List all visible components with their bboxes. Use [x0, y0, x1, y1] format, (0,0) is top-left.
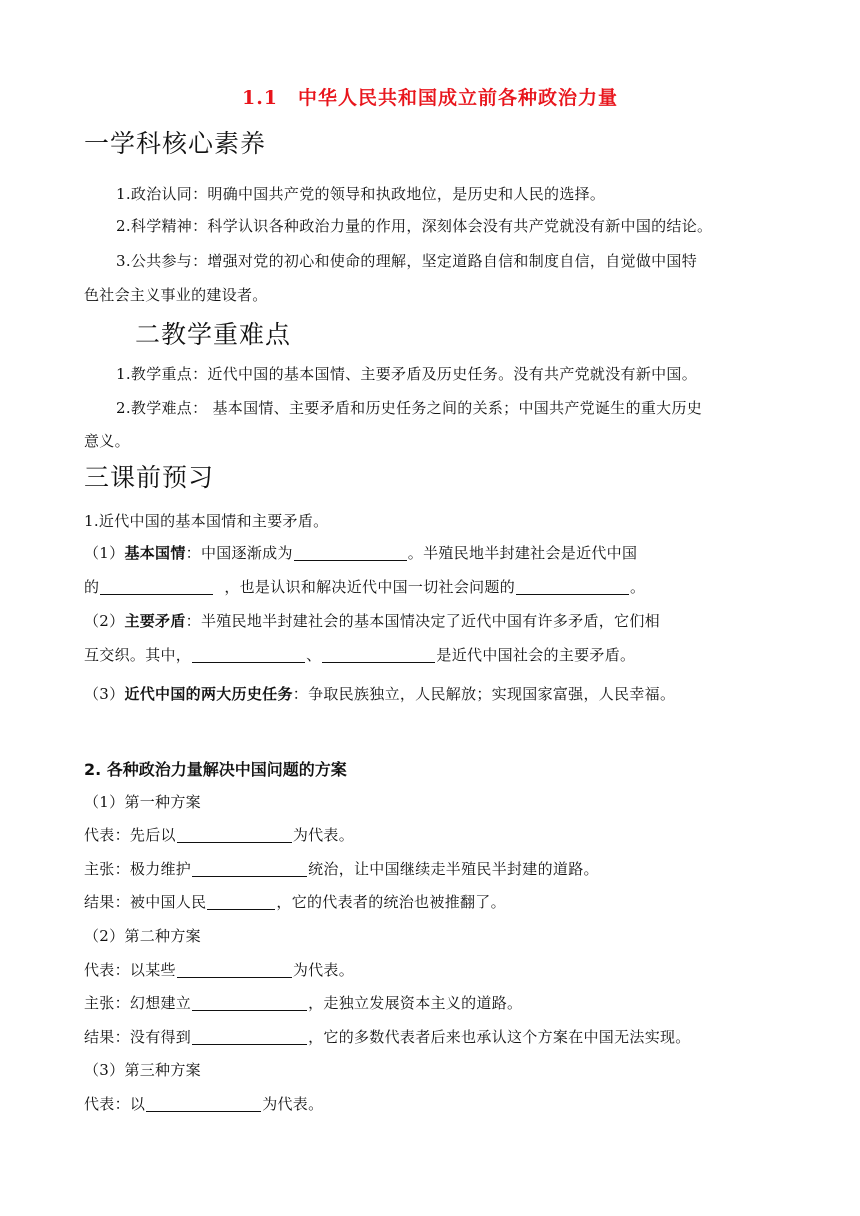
- paragraph: 意义。: [84, 432, 130, 450]
- text: 代表：以: [84, 1095, 146, 1113]
- text: ：中国逐渐成为: [185, 544, 293, 562]
- plan-line: [84, 1093, 323, 1114]
- page-title: 1.1 中华人民共和国成立前各种政治力量: [241, 87, 619, 109]
- plan-line: [84, 1026, 691, 1047]
- text: 结果：没有得到: [84, 1028, 192, 1046]
- text: 互交织。其中，: [84, 646, 192, 664]
- fill-in-blank[interactable]: [177, 825, 292, 843]
- text: 主张：极力维护: [84, 860, 192, 878]
- paragraph: 色社会主义事业的建设者。: [84, 286, 268, 304]
- fill-in-blank[interactable]: [207, 892, 275, 910]
- section-heading-key-points: 二教学重难点: [135, 320, 292, 349]
- paragraph: 3.公共参与：增强对党的初心和使命的理解，坚定道路自信和制度自信，自觉做中国特: [116, 252, 698, 270]
- question-line: [84, 644, 635, 665]
- text: 的: [84, 578, 100, 596]
- paragraph: 2.教学难点： 基本国情、主要矛盾和历史任务之间的关系；中国共产党诞生的重大历史: [116, 399, 703, 417]
- plan-label: （1）第一种方案: [84, 793, 201, 811]
- section-heading-preview: 三课前预习: [84, 463, 215, 492]
- text: 结果：被中国人民: [84, 893, 207, 911]
- bold-term: 基本国情: [124, 544, 186, 562]
- text: 统治，让中国继续走半殖民半封建的道路。: [308, 860, 599, 878]
- plan-line: [84, 824, 354, 845]
- plan-label: （2）第二种方案: [84, 927, 201, 945]
- text: ：争取民族独立，人民解放；实现国家富强，人民幸福。: [292, 685, 676, 703]
- fill-in-blank[interactable]: [192, 645, 305, 663]
- text: 为代表。: [292, 961, 355, 979]
- bold-term: 近代中国的两大历史任务: [124, 685, 293, 703]
- question-line: [84, 683, 675, 704]
- plan-line: [84, 858, 599, 879]
- bold-term: 主要矛盾: [124, 612, 186, 630]
- text: ，它的代表者的统治也被推翻了。: [276, 893, 506, 911]
- plan-line: [84, 891, 506, 912]
- text: 为代表。: [262, 1095, 324, 1113]
- plan-label: （3）第三种方案: [84, 1061, 201, 1079]
- section-heading-core-literacy: 一学科核心素养: [84, 129, 267, 158]
- paragraph: 2.科学精神：科学认识各种政治力量的作用，深刻体会没有共产党就没有新中国的结论。: [116, 217, 713, 235]
- fill-in-blank[interactable]: [192, 1027, 307, 1045]
- paragraph: 1.教学重点：近代中国的基本国情、主要矛盾及历史任务。没有共产党就没有新中国。: [116, 365, 698, 383]
- fill-in-blank[interactable]: [177, 960, 292, 978]
- paragraph: 1.政治认同：明确中国共产党的领导和执政地位，是历史和人民的选择。: [116, 185, 606, 203]
- fill-in-blank[interactable]: [322, 645, 435, 663]
- fill-in-blank[interactable]: [294, 543, 407, 561]
- question-line: [84, 542, 637, 563]
- question-title: 1.近代中国的基本国情和主要矛盾。: [84, 512, 329, 530]
- text: 。: [630, 578, 646, 596]
- text: ：半殖民地半封建社会的基本国情决定了近代中国有许多矛盾，它们相: [185, 612, 660, 630]
- fill-in-blank[interactable]: [146, 1094, 261, 1112]
- text: ，它的多数代表者后来也承认这个方案在中国无法实现。: [308, 1028, 691, 1046]
- fill-in-blank[interactable]: [516, 577, 629, 595]
- fill-in-blank[interactable]: [100, 577, 213, 595]
- plan-line: [84, 992, 522, 1013]
- text: 代表：先后以: [84, 826, 176, 844]
- item-label: （1）: [84, 544, 125, 562]
- question-line: [84, 610, 660, 631]
- question-line: [84, 576, 645, 597]
- question-title: 2. 各种政治力量解决中国问题的方案: [84, 760, 347, 779]
- text: ，走独立发展资本主义的道路。: [308, 994, 523, 1012]
- item-label: （3）: [84, 685, 125, 703]
- fill-in-blank[interactable]: [192, 859, 307, 877]
- fill-in-blank[interactable]: [192, 993, 307, 1011]
- text: 主张：幻想建立: [84, 994, 192, 1012]
- item-label: （2）: [84, 612, 125, 630]
- text: 为代表。: [292, 826, 355, 844]
- text: 。半殖民地半封建社会是近代中国: [407, 544, 638, 562]
- text: ，也是认识和解决近代中国一切社会问题的: [224, 578, 516, 596]
- text: 、: [306, 646, 322, 664]
- text: 是近代中国社会的主要矛盾。: [436, 646, 636, 664]
- text: 代表：以某些: [84, 961, 176, 979]
- plan-line: [84, 959, 354, 980]
